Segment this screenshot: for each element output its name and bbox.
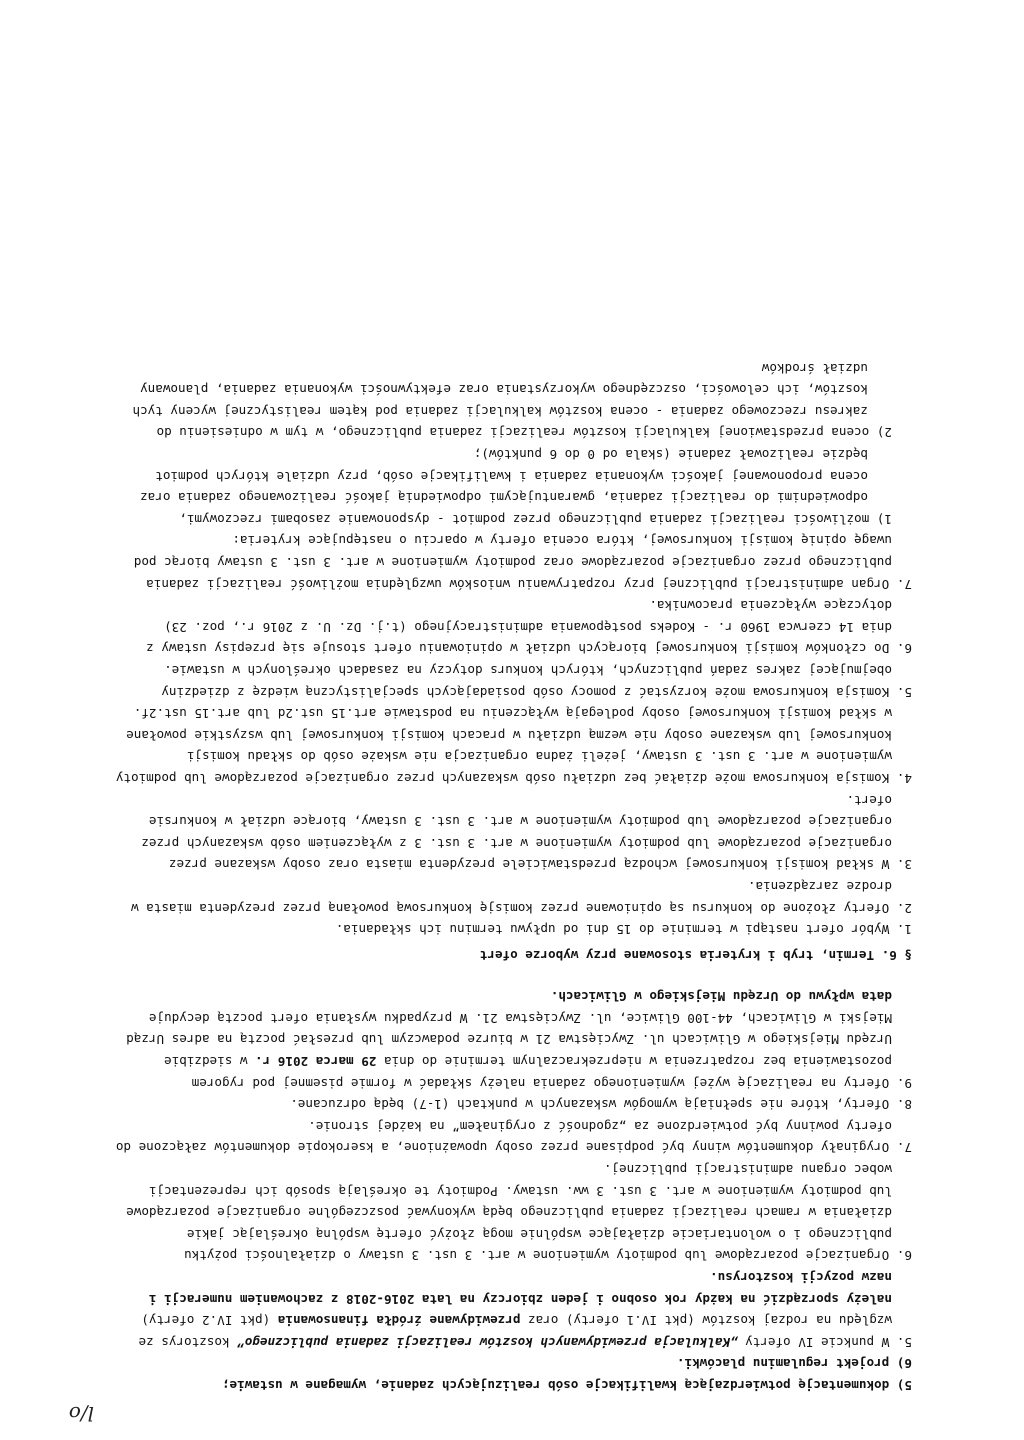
sec6-item-7: 7. Organ administracji publicznej przy rozpatrywaniu wniosków uwzględnia możliwość realizacji zadania publicznego przez organizacje pozarządowe oraz podmioty wymienione w art. 3 ust. 3 ustawy biorąc pod uwagę opinię komisji konkursowej, która ocenia oferty w oparciu o następujące kryteria:	[133, 533, 912, 592]
item-7-originals: 7. Oryginały dokumentów winny być podpisane przez osoby upoważnione, a kserokopie dokumentów załączone do oferty powinny być potwierdzone za „zgodność z oryginałem” na każdej stronie.	[115, 1118, 912, 1156]
item-5-cost-estimate: 5. W punkcie IV oferty „Kalkulacja przewidywanych kosztów realizacji zadania publicznego” kosztorys ze względu na rodzaj kosztów (pkt IV.1 oferty) oraz przewidywane źródła finansowania (pkt IV.2 oferty) należy sporządzić na każdy rok osobno i jeden zbiorczy na lata 2016-2018 z zachowaniem numeracji i nazw pozycji kosztorysu.	[138, 1270, 912, 1350]
point-6-regulation: 6) projekt regulaminu placówki.	[676, 1356, 912, 1372]
sec6-item-6: 6. Do członków komisji konkursowej biorących udział w opiniowaniu ofert stosuje się przepisy ustawy z dnia 14 czerwca 1960 r. - Kodeks postępowania administracyjnego (t.j. Dz. U. z 2016 r., poz. 23) dotyczące wyłączenia pracownika.	[146, 598, 912, 657]
document-body	[112, 357, 912, 1396]
sec6-item-1: 1. Wybór ofert nastąpi w terminie do 15 dni od upływu terminu ich składania.	[335, 922, 912, 938]
criterion-2: 2) ocena przedstawionej kalkulacji kosztów realizacji zadania publicznego, w tym w odniesieniu do zakresu rzeczowego zadania - ocena kosztów kalkulacji zadania pod kątem realistycznej wyceny tych kosztów, ich celowości, oszczędnego wykorzystania oraz efektywności wykonania zadania, planowany udział środków	[132, 360, 892, 441]
sec6-item-5: 5. Komisja konkursowa może korzystać z pomocy osób posiadających specjalistyczną wiedzę z dziedziny obejmującej zakres zadań publicznych, których konkurs dotyczy na zasadach określonych w ustawie.	[161, 663, 912, 700]
sec6-item-2: 2. Oferty złożone do konkursu są opiniowane przez komisję konkursową powołaną przez prezydenta miasta w drodze zarządzenia.	[131, 878, 912, 916]
item-6-joint-offer: 6. Organizacje pozarządowe lub podmioty wymienione w art. 3 ust. 3 ustawy o działalności pożytku publicznego i o wolontariacie działające wspólnie mogą złożyć ofertę wspólną określając jakie działania w ramach realizacji zadania publicznego będą wykonywać poszczególne organizacje pozarządowe lub podmioty wymienione w art. 3 ust. 3 ww. ustawy. Podmioty te określają sposób ich reprezentacji wobec organu administracji publicznej.	[126, 1162, 912, 1264]
section-6-heading: § 6. Termin, tryb i kryteria stosowane przy wyborze ofert	[479, 947, 912, 963]
point-5-documentation: 5) dokumentację potwierdzającą kwalifikacje osób realizujących zadanie, wymagane w ustawie;	[222, 1378, 912, 1393]
item-8-rejected-offers: 8. Oferty, które nie spełniają wymogów wskazanych w punktach (1-7) będą odrzucane.	[290, 1097, 912, 1113]
criterion-1: 1) możliwości realizacji zadania publicznego przez podmiot - dysponowanie zasobami rzeczowymi, odpowiednimi do realizacji zadania, gwarantującymi odpowiednią jakość realizowanego zadania oraz ocena proponowanej jakości wykonania zadania i kwalifikacje osób, przy udziale których podmiot będzie realizował zadanie (skala od 0 do 6 punktów);	[140, 447, 892, 527]
sec6-item-3: 3. W skład komisji konkursowej wchodzą przedstawiciele prezydenta miasta oraz osoby wskazane przez organizacje pozarządowe lub podmioty wymienione w art. 3 ust. 3 z wyłączeniem osób wskazanych przez organizacje pozarządowe lub podmioty wymienione w art. 3 ust. 3 ustawy, biorące udział w konkursie ofert.	[141, 792, 912, 873]
handwritten-page-number: l/o	[68, 1402, 94, 1426]
item-9-submission-deadline: 9. Oferty na realizację wyżej wymienionego zadania należy składać w formie pisemnej pod rygorem pozostawienia bez rozpatrzenia w nieprzekraczalnym terminie do dnia 29 marca 2016 r. w siedzibie Urzędu Miejskiego w Gliwicach ul. Zwycięstwa 21 w biurze podawczym lub przesłać pocztą na adres Urząd Miejski w Gliwicach, 44-100 Gliwice, ul. Zwycięstwa 21. W przypadku wysłania ofert pocztą decyduje data wpływu do Urzędu Miejskiego w Gliwicach.	[126, 989, 912, 1091]
sec6-item-4: 4. Komisja konkursowa może działać bez udziału osób wskazanych przez organizacje pozarządowe lub podmioty wymienione w art. 3 ust. 3 ustawy, jeżeli żadna organizacja nie wskaże osób do składu komisji konkursowej lub wskazane osoby nie wezmą udziału w pracach komisji konkursowej lub wszystkie powołane w skład komisji konkursowej osoby podlegają wyłączeniu na podstawie art.15 ust.2d lub art.15 ust.2f.	[115, 706, 912, 786]
